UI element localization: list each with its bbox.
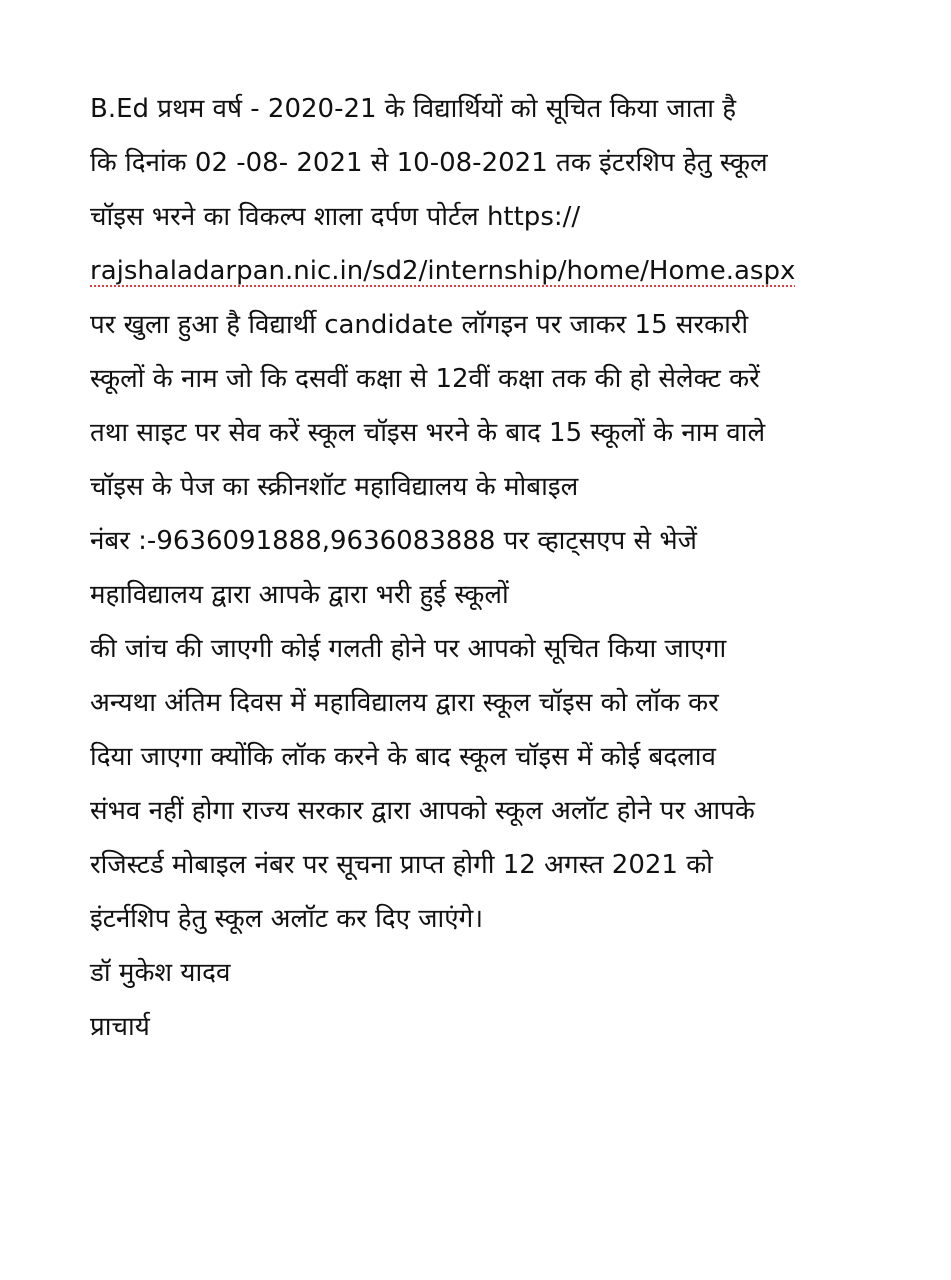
portal-url-link[interactable]: rajshaladarpan.nic.in/sd2/internship/home/Home.aspx	[90, 256, 796, 286]
notice-line: पर खुला हुआ है विद्यार्थी candidate लॉगइन पर जाकर 15 सरकारी	[90, 310, 749, 340]
notice-line: स्कूलों के नाम जो कि दसवीं कक्षा से 12वीं कक्षा तक की हो सेलेक्ट करें	[90, 364, 760, 394]
notice-body	[90, 82, 890, 1054]
notice-line: महाविद्यालय द्वारा आपके द्वारा भरी हुई स्कूलों	[90, 580, 509, 610]
notice-line: संभव नहीं होगा राज्य सरकार द्वारा आपको स्कूल अलॉट होने पर आपके	[90, 796, 755, 826]
notice-line: B.Ed प्रथम वर्ष - 2020-21 के विद्यार्थियों को सूचित किया जाता है	[90, 94, 737, 124]
notice-line: तथा साइट पर सेव करें स्कूल चॉइस भरने के बाद 15 स्कूलों के नाम वाले	[90, 418, 766, 448]
notice-line: इंटर्नशिप हेतु स्कूल अलॉट कर दिए जाएंगे।	[90, 904, 484, 934]
signatory-title: प्राचार्य	[90, 1012, 150, 1042]
notice-line: कि दिनांक 02 -08- 2021 से 10-08-2021 तक इंटरशिप हेतु स्कूल	[90, 148, 768, 178]
notice-line: अन्यथा अंतिम दिवस में महाविद्यालय द्वारा स्कूल चॉइस को लॉक कर	[90, 688, 719, 718]
signatory-name: डॉ मुकेश यादव	[90, 958, 231, 988]
notice-line: की जांच की जाएगी कोई गलती होने पर आपको सूचित किया जाएगा	[90, 634, 727, 664]
notice-line: रजिस्टर्ड मोबाइल नंबर पर सूचना प्राप्त होगी 12 अगस्त 2021 को	[90, 850, 713, 880]
notice-line: चॉइस भरने का विकल्प शाला दर्पण पोर्टल https://	[90, 202, 581, 232]
notice-line: दिया जाएगा क्योंकि लॉक करने के बाद स्कूल चॉइस में कोई बदलाव	[90, 742, 716, 772]
notice-line: चॉइस के पेज का स्क्रीनशॉट महाविद्यालय के मोबाइल	[90, 472, 579, 502]
notice-line-mobile-numbers: नंबर :-9636091888,9636083888 पर व्हाट्सएप से भेजें	[90, 526, 697, 556]
